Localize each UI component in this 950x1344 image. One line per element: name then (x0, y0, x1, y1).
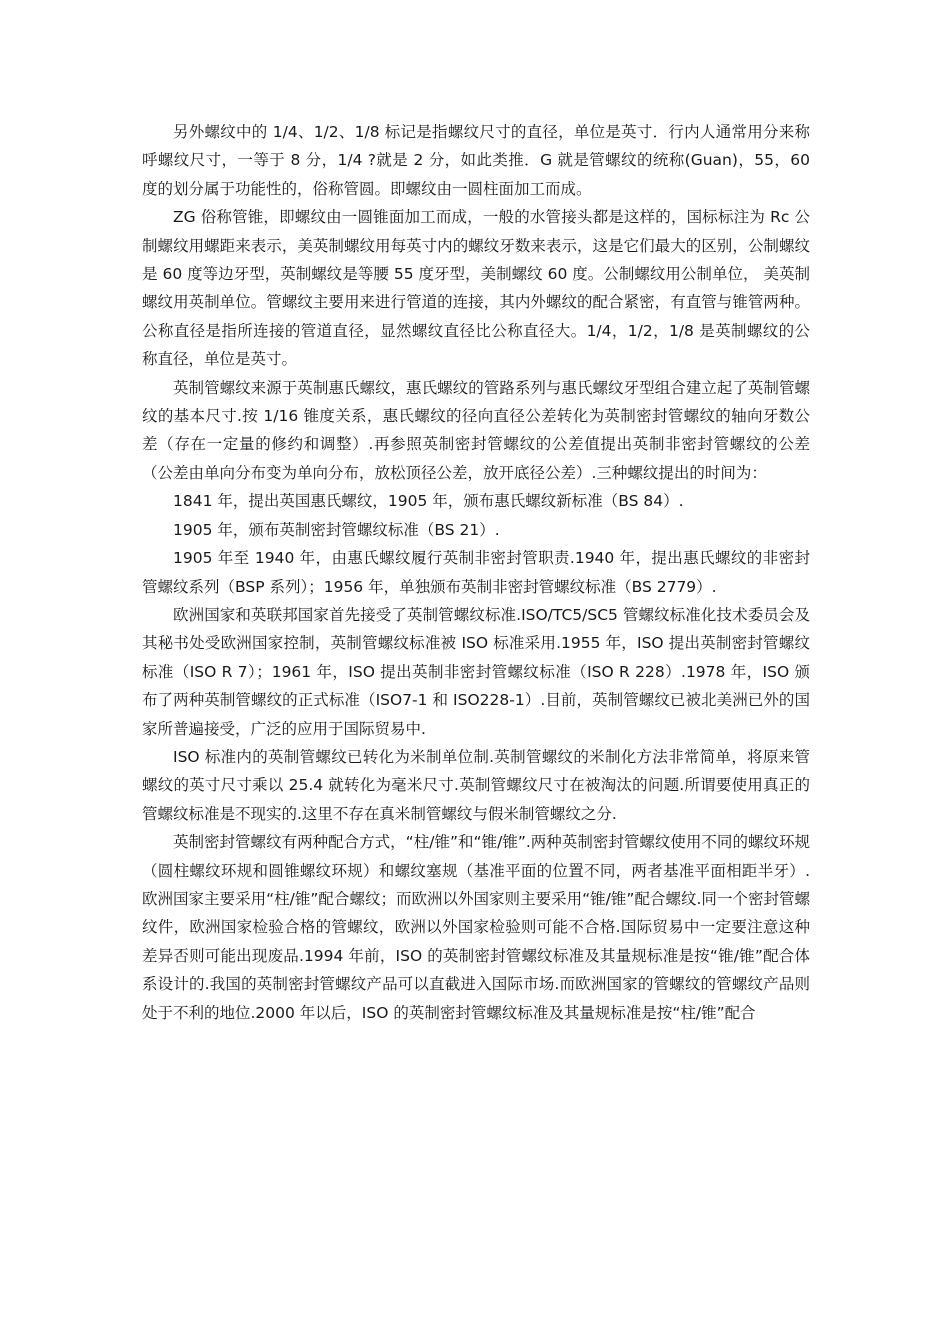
document-body (142, 118, 810, 1027)
paragraph: 英制密封管螺纹有两种配合方式，“柱/锥”和“锥/锥”.两种英制密封管螺纹使用不同的螺纹环规（圆柱螺纹环规和圆锥螺纹环规）和螺纹塞规（基准平面的位置不同，两者基准平面相距半牙）.欧洲国家主要采用“柱/锥”配合螺纹；而欧洲以外国家则主要采用“锥/锥”配合螺纹.同一个密封管螺纹件，欧洲国家检验合格的管螺纹，欧洲以外国家检验则可能不合格.国际贸易中一定要注意这种差异否则可能出现废品.1994 年前，ISO 的英制密封管螺纹标准及其量规标准是按“锥/锥”配合体系设计的.我国的英制密封管螺纹产品可以直截进入国际市场.而欧洲国家的管螺纹的管螺纹产品则处于不利的地位.2000 年以后，ISO 的英制密封管螺纹标准及其量规标准是按“柱/锥”配合 (142, 833, 810, 1022)
paragraph: 1905 年至 1940 年，由惠氏螺纹履行英制非密封管职责.1940 年，提出惠氏螺纹的非密封管螺纹系列（BSP 系列）；1956 年，单独颁布英制非密封管螺纹标准（BS 2779）. (142, 549, 810, 596)
paragraph: 欧洲国家和英联邦国家首先接受了英制管螺纹标准.ISO/TC5/SC5 管螺纹标准化技术委员会及其秘书处受欧洲国家控制，英制管螺纹标准被 ISO 标准采用.1955 年，ISO 提出英制密封管螺纹标准（ISO R 7）；1961 年，ISO 提出英制非密封管螺纹标准（ISO R 228）.1978 年，ISO 颁布了两种英制管螺纹的正式标准（ISO7-1 和 ISO228-1）.目前，英制管螺纹已被北美洲已外的国家所普遍接受，广泛的应用于国际贸易中. (142, 605, 810, 738)
paragraph: ISO 标准内的英制管螺纹已转化为米制单位制.英制管螺纹的米制化方法非常简单，将原来管螺纹的英寸尺寸乘以 25.4 就转化为毫米尺寸.英制管螺纹尺寸在被淘汰的问题.所谓要使用真正的管螺纹标准是不现实的.这里不存在真米制管螺纹与假米制管螺纹之分. (142, 747, 810, 823)
paragraph: 英制管螺纹来源于英制惠氏螺纹，惠氏螺纹的管路系列与惠氏螺纹牙型组合建立起了英制管螺纹的基本尺寸.按 1/16 锥度关系，惠氏螺纹的径向直径公差转化为英制密封管螺纹的轴向牙数公差（存在一定量的修约和调整）.再参照英制密封管螺纹的公差值提出英制非密封管螺纹的公差（公差由单向分布变为单向分布，放松顶径公差，放开底径公差）.三种螺纹提出的时间为： (142, 378, 810, 482)
paragraph: ZG 俗称管锥，即螺纹由一圆锥面加工而成，一般的水管接头都是这样的，国标标注为 Rc 公制螺纹用螺距来表示，美英制螺纹用每英寸内的螺纹牙数来表示，这是它们最大的区别，公制螺纹是 60 度等边牙型，英制螺纹是等腰 55 度牙型，美制螺纹 60 度。公制螺纹用公制单位， 美英制螺纹用英制单位。管螺纹主要用来进行管道的连接，其内外螺纹的配合紧密，有直管与锥管两种。公称直径是指所连接的管道直径，显然螺纹直径比公称直径大。1/4，1/2，1/8 是英制螺纹的公称直径，单位是英寸。 (142, 208, 810, 369)
paragraph: 1841 年，提出英国惠氏螺纹，1905 年，颁布惠氏螺纹新标准（BS 84）. (173, 492, 684, 511)
paragraph: 另外螺纹中的 1/4、1/2、1/8 标记是指螺纹尺寸的直径，单位是英寸．行内人通常用分来称呼螺纹尺寸，一等于 8 分，1/4 ?就是 2 分，如此类推．G 就是管螺纹的统称(Guan)，55，60 度的划分属于功能性的，俗称管圆。即螺纹由一圆柱面加工而成。 (142, 123, 810, 198)
paragraph: 1905 年，颁布英制密封管螺纹标准（BS 21）. (173, 520, 500, 539)
